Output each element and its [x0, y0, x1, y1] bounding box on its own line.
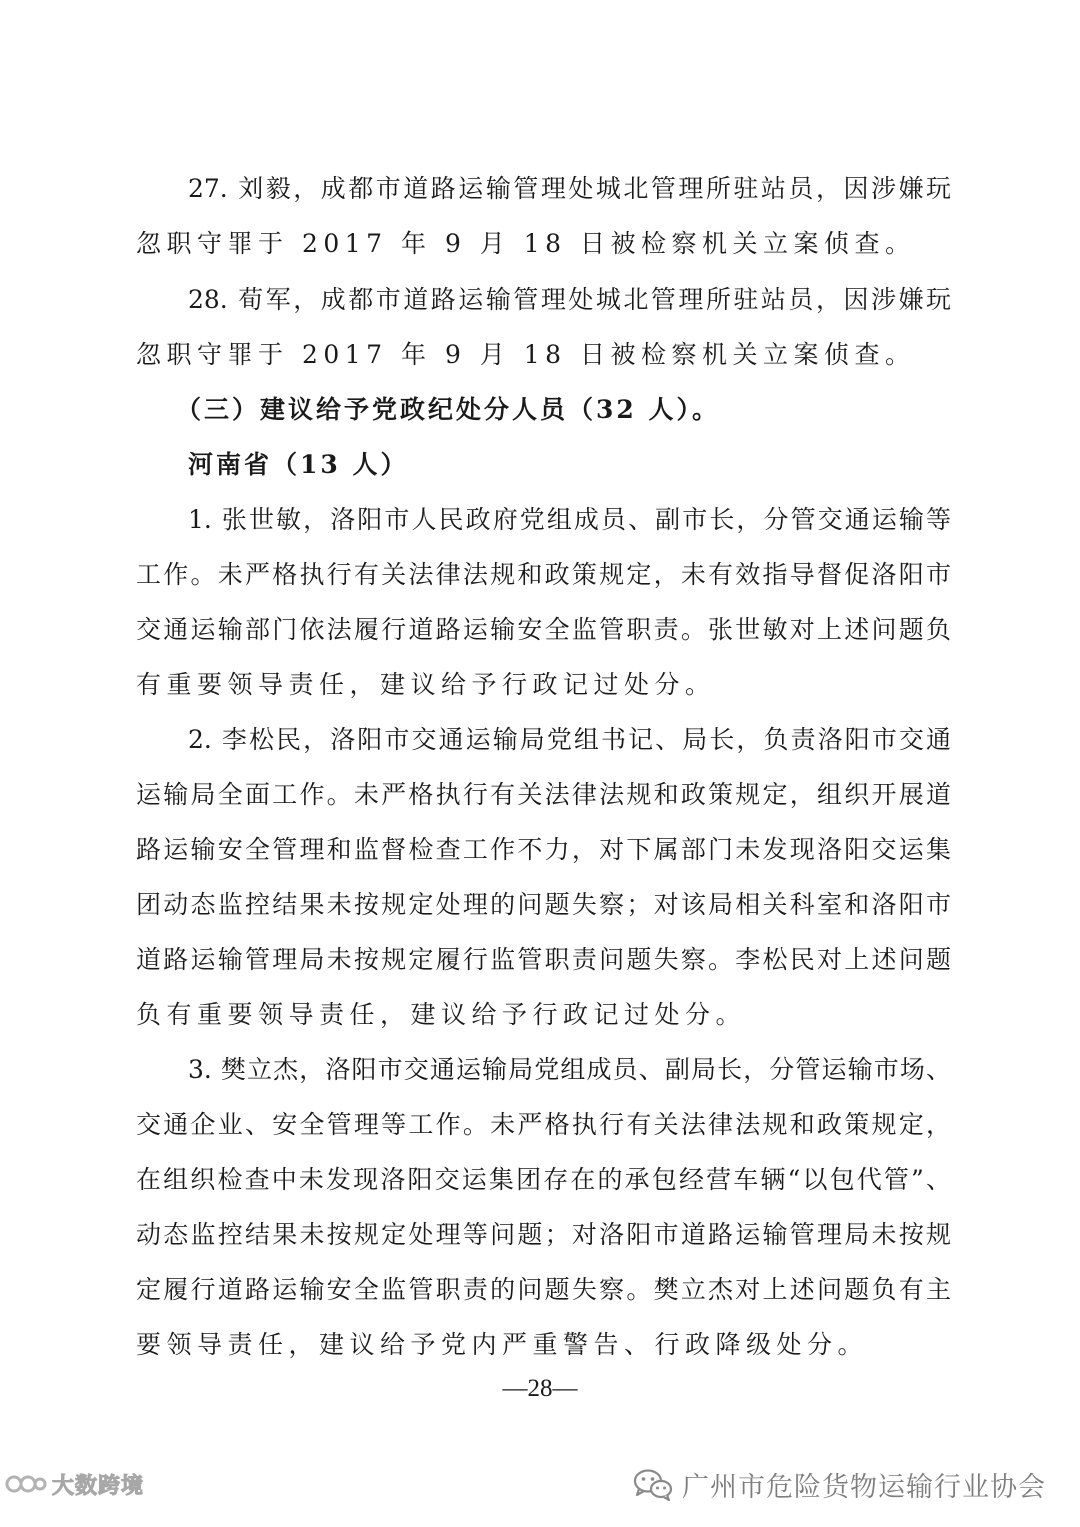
item-3-line-5: 定履行道路运输安全监管职责的问题失察。樊立杰对上述问题负有主	[136, 1275, 951, 1304]
item-2-line-5: 道路运输管理局未按规定履行监管职责问题失察。李松民对上述问题	[136, 945, 951, 974]
watermark-left-text: 大数跨境	[52, 1473, 145, 1499]
item-3-line-3: 在组织检查中未发现洛阳交运集团存在的承包经营车辆“以包代管”、	[136, 1165, 951, 1194]
item-1-line-4: 有重要领导责任，建议给予行政记过处分。	[136, 670, 716, 699]
watermark-right	[632, 1462, 1046, 1506]
page-number: —28—	[502, 1375, 578, 1402]
brand-logo-icon	[4, 1469, 48, 1499]
item-3-line-4: 动态监控结果未按规定处理等问题；对洛阳市道路运输管理局未按规	[136, 1220, 951, 1249]
item-27-line-2: 忽职守罪于 2017 年 9 月 18 日被检察机关立案侦查。	[136, 229, 916, 258]
item-3-line-1: 3. 樊立杰，洛阳市交通运输局党组成员、副局长，分管运输市场、	[188, 1055, 951, 1084]
province-heading: 河南省（13 人）	[188, 450, 409, 479]
section-heading: （三）建议给予党政纪处分人员（32 人）。	[176, 395, 720, 424]
item-2-line-6: 负有重要领导责任，建议给予行政记过处分。	[136, 1000, 747, 1029]
watermark-right-text: 广州市危险货物运输行业协会	[682, 1471, 1046, 1503]
item-1-line-2: 工作。未严格执行有关法律法规和政策规定，未有效指导督促洛阳市	[136, 560, 951, 589]
watermark-left	[4, 1464, 144, 1504]
item-1-line-1: 1. 张世敏，洛阳市人民政府党组成员、副市长，分管交通运输等	[188, 505, 951, 534]
item-3-line-6: 要领导责任，建议给予党内严重警告、行政降级处分。	[136, 1330, 869, 1359]
item-2-line-4: 团动态监控结果未按规定处理的问题失察；对该局相关科室和洛阳市	[136, 890, 951, 919]
item-2-line-3: 路运输安全管理和监督检查工作不力，对下属部门未发现洛阳交运集	[136, 835, 951, 864]
item-2-line-1: 2. 李松民，洛阳市交通运输局党组书记、局长，负责洛阳市交通	[188, 725, 951, 754]
item-3-line-2: 交通企业、安全管理等工作。未严格执行有关法律法规和政策规定，	[136, 1110, 951, 1139]
wechat-icon	[632, 1467, 674, 1501]
item-28-line-1: 28. 荀军，成都市道路运输管理处城北管理所驻站员，因涉嫌玩	[188, 285, 951, 314]
item-1-line-3: 交通运输部门依法履行道路运输安全监管职责。张世敏对上述问题负	[136, 615, 951, 644]
item-2-line-2: 运输局全面工作。未严格执行有关法律法规和政策规定，组织开展道	[136, 780, 951, 809]
item-28-line-2: 忽职守罪于 2017 年 9 月 18 日被检察机关立案侦查。	[136, 340, 916, 369]
item-27-line-1: 27. 刘毅，成都市道路运输管理处城北管理所驻站员，因涉嫌玩	[188, 174, 951, 203]
